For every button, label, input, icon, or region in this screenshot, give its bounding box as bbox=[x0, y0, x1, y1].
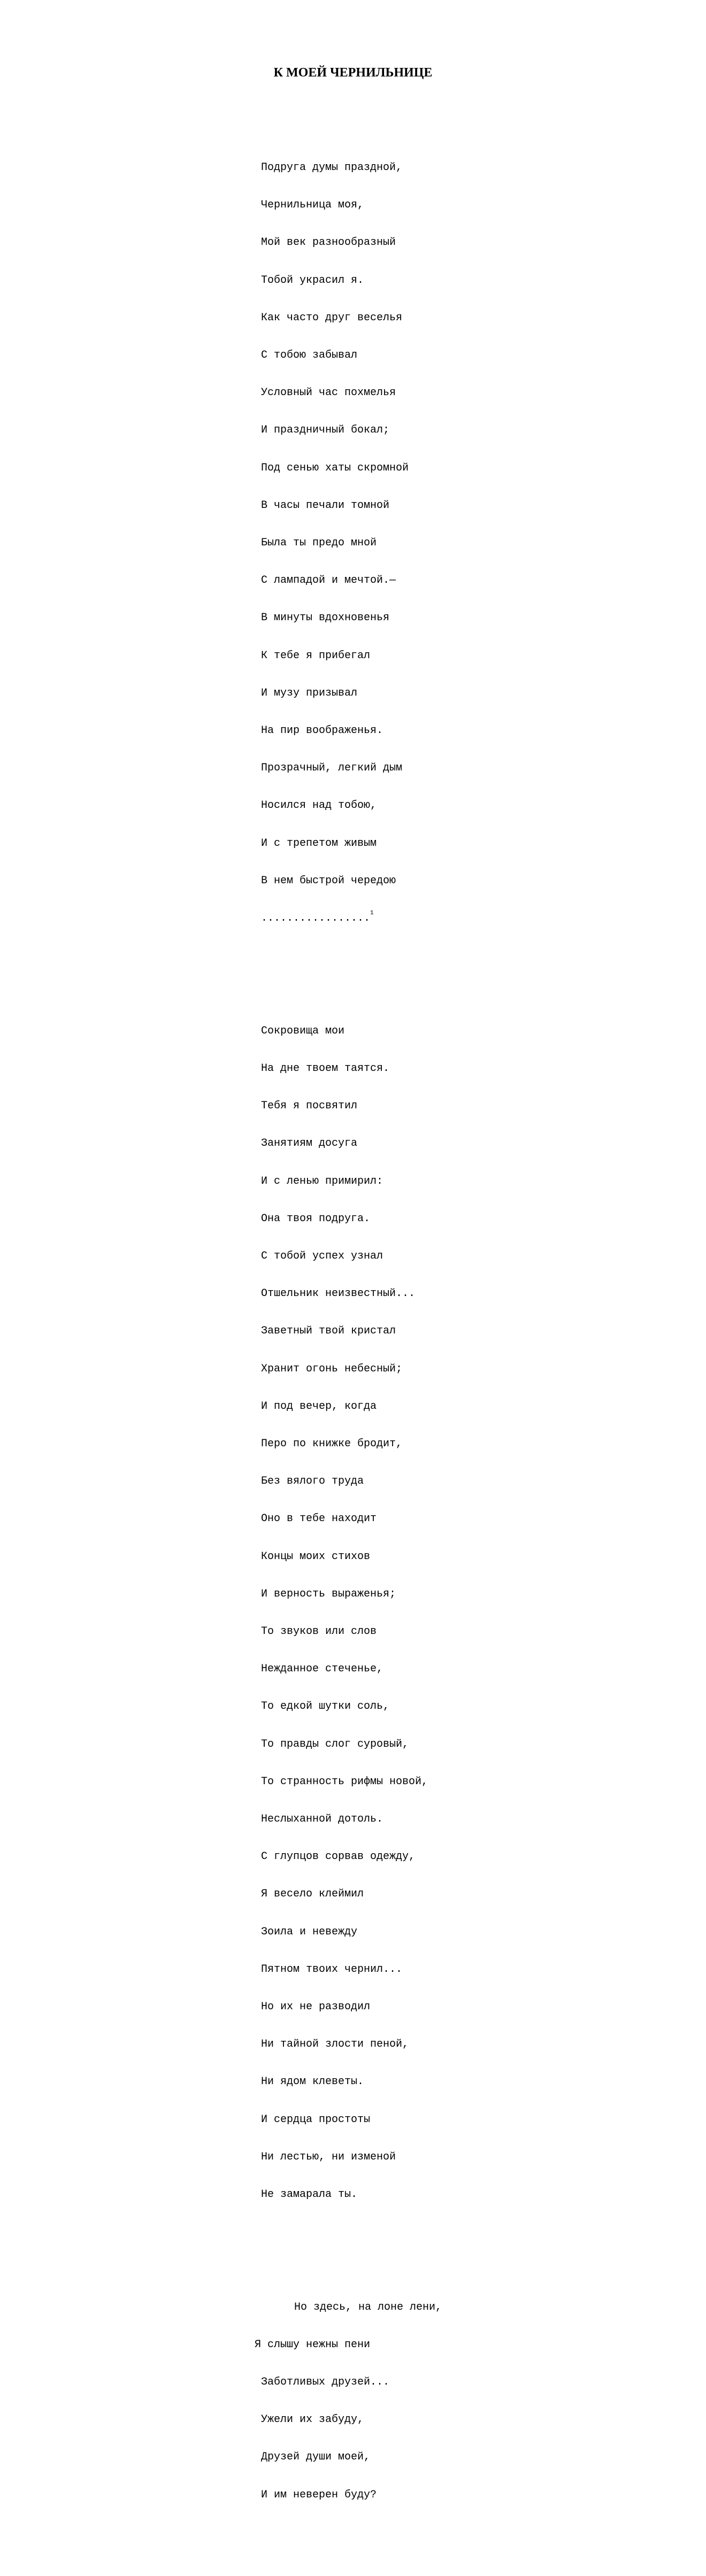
poem-line: То странность рифмы новой, bbox=[261, 1775, 428, 1788]
poem-line: Подруга думы праздной, bbox=[261, 161, 403, 174]
poem-line: И с трепетом живым bbox=[261, 837, 377, 850]
poem-line: Ни ядом клеветы. bbox=[261, 2076, 364, 2088]
poem-line: Заветный твой кристал bbox=[261, 1325, 396, 1338]
poem-line: В минуты вдохновенья bbox=[261, 612, 390, 624]
poem-line: Хранит огонь небесный; bbox=[261, 1362, 403, 1375]
poem-line: В часы печали томной bbox=[261, 499, 390, 512]
elision-dots: ................. bbox=[261, 912, 371, 925]
poem-line-indented: Но здесь, на лоне лени, bbox=[294, 2301, 442, 2313]
poem-line: С лампадой и мечтой.— bbox=[261, 574, 396, 587]
poem-line: И праздничный бокал; bbox=[261, 424, 390, 437]
stanza-2 bbox=[261, 1000, 442, 2226]
poem-line: К тебе я прибегал bbox=[261, 649, 371, 662]
elision-line bbox=[261, 912, 442, 924]
poem-line: С глупцов сорвав одежду, bbox=[261, 1850, 416, 1863]
poem-line: Я весело клеймил bbox=[261, 1888, 364, 1901]
poem-line: И им неверен буду? bbox=[261, 2488, 377, 2501]
poem-line: Условный час похмелья bbox=[261, 387, 396, 399]
poem-line: Чернильница моя, bbox=[261, 199, 364, 212]
poem-line: Мой век разнообразный bbox=[261, 236, 396, 249]
poem-line: Была ты предо мной bbox=[261, 537, 377, 550]
poem-line: Как часто друг веселья bbox=[261, 311, 403, 324]
poem-line: Отшельник неизвестный... bbox=[261, 1287, 416, 1300]
poem-line: Пятном твоих чернил... bbox=[261, 1963, 403, 1976]
poem-line: Ни лестью, ни изменой bbox=[261, 2150, 396, 2163]
poem-line: Я слышу нежны пени bbox=[255, 2338, 371, 2351]
poem-title: К МОЕЙ ЧЕРНИЛЬНИЦЕ bbox=[273, 66, 433, 80]
poem-line: Концы моих стихов bbox=[261, 1550, 371, 1563]
poem-line: Занятиям досуга bbox=[261, 1137, 358, 1150]
stanza-1 bbox=[261, 136, 442, 950]
poem-line: И музу призывал bbox=[261, 687, 358, 699]
poem-line: Тебя я посвятил bbox=[261, 1100, 358, 1113]
poem-line: Под сенью хаты скромной bbox=[261, 461, 409, 474]
poem-line: На пир воображенья. bbox=[261, 724, 383, 737]
poem-line: Носился над тобою, bbox=[261, 799, 377, 812]
poem-line: В нем быстрой чередою bbox=[261, 874, 396, 887]
poem-line: И с ленью примирил: bbox=[261, 1175, 383, 1187]
poem-line: Ни тайной злости пеной, bbox=[261, 2038, 409, 2051]
poem-line: С тобою забывал bbox=[261, 349, 358, 362]
poem-line: Нежданное стеченье, bbox=[261, 1663, 383, 1676]
poem-line: Но их не разводил bbox=[261, 2001, 371, 2013]
poem-line: Не замарала ты. bbox=[261, 2188, 358, 2201]
poem-line: Прозрачный, легкий дым bbox=[261, 762, 403, 775]
poem-line: На дне твоем таятся. bbox=[261, 1062, 390, 1075]
poem-body bbox=[255, 99, 442, 2576]
poem-line: Заботливых друзей... bbox=[261, 2376, 390, 2389]
poem-line: И верность выраженья; bbox=[261, 1587, 396, 1600]
poem-line: То звуков или слов bbox=[261, 1625, 377, 1638]
poem-line: Она твоя подруга. bbox=[261, 1212, 371, 1225]
poem-line: Сокровища мои bbox=[261, 1024, 345, 1037]
poem-line: Зоила и невежду bbox=[261, 1925, 358, 1938]
poem-line: Неслыханной дотоль. bbox=[261, 1813, 383, 1825]
poem-line: Без вялого труда bbox=[261, 1475, 364, 1488]
stanza-3 bbox=[255, 2276, 442, 2526]
poem-line: Перо по книжке бродит, bbox=[261, 1437, 403, 1450]
poem-line: С тобой успех узнал bbox=[261, 1250, 383, 1262]
poem-line: То едкой шутки соль, bbox=[261, 1700, 390, 1713]
poem-line: Оно в тебе находит bbox=[261, 1513, 377, 1525]
poem-line: Друзей души моей, bbox=[261, 2451, 371, 2464]
poem-line: То правды слог суровый, bbox=[261, 1738, 409, 1750]
poem-line: И под вечер, когда bbox=[261, 1400, 377, 1413]
footnote-marker[interactable]: 1 bbox=[370, 910, 374, 917]
poem-line: И сердца простоты bbox=[261, 2113, 371, 2126]
poem-line: Тобой украсил я. bbox=[261, 274, 364, 287]
poem-line: Ужели их забуду, bbox=[261, 2413, 364, 2426]
